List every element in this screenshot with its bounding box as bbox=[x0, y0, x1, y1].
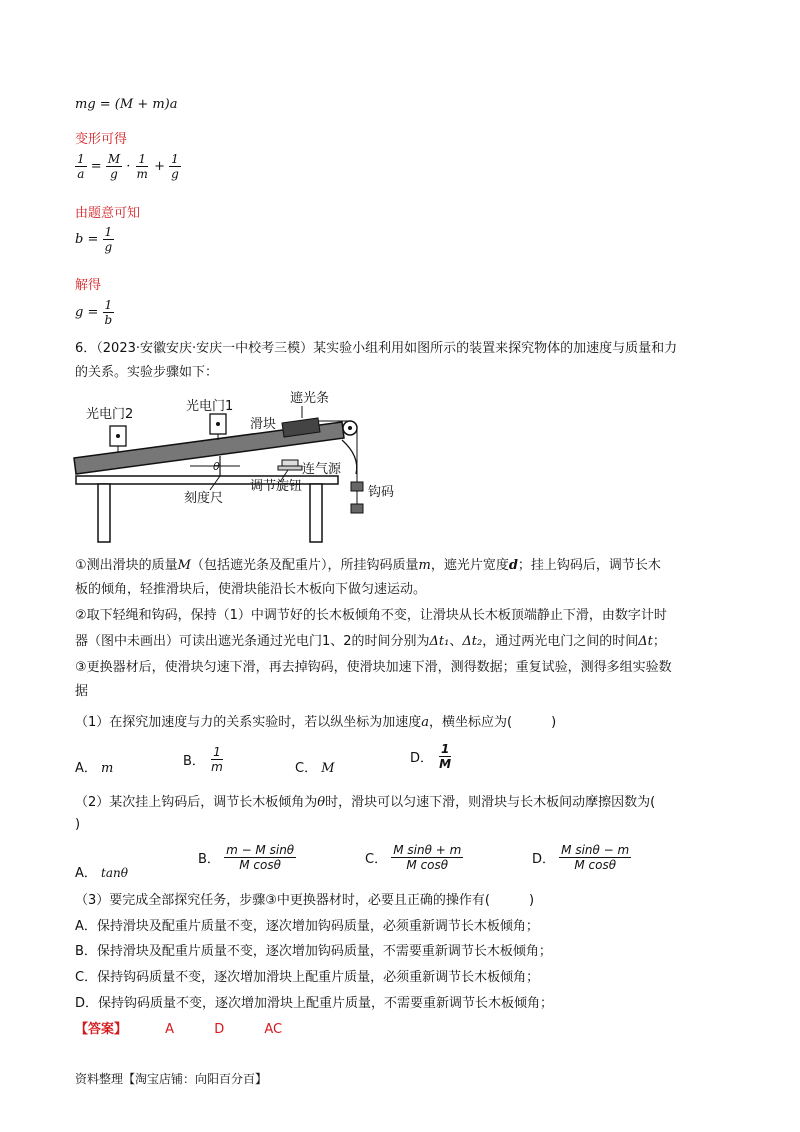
sub3-option-d[interactable]: D．保持钩码质量不变，逐次增加滑块上配重片质量，不需要重新调节长木板倾角； bbox=[75, 996, 554, 1011]
sub2-question-end: ) bbox=[75, 817, 81, 832]
table-leg-left bbox=[98, 484, 110, 542]
hooked-weight-2 bbox=[351, 504, 363, 513]
scale-label: 刻度尺 bbox=[184, 491, 224, 506]
question-intro-line1: 6．（2023·安徽安庆·安庆一中校考三模）某实验小组利用如图所示的装置来探究物体的加速度与质量和力 bbox=[75, 341, 678, 356]
answer-2: D bbox=[214, 1022, 225, 1037]
table-leg-right bbox=[310, 484, 322, 542]
knob-label: 调节旋钮 bbox=[250, 479, 303, 494]
answer-1: A bbox=[165, 1022, 175, 1037]
sub2-question: （2）某次挂上钩码后，调节长木板倾角为θ时，滑块可以匀速下滑，则滑块与长木板间动摩擦因数为( bbox=[75, 795, 656, 810]
weight-label: 钩码 bbox=[368, 485, 395, 500]
equation-b: b = $\frac{1}{g}$ bbox=[75, 225, 113, 254]
step1-line2: 板的倾角，轻推滑块后，使滑块能沿长木板向下做匀速运动。 bbox=[75, 582, 427, 597]
gate1-label: 光电门1 bbox=[186, 399, 234, 414]
slider-label: 滑块 bbox=[250, 417, 277, 432]
knob-shape bbox=[282, 460, 298, 466]
air-source-label: 连气源 bbox=[302, 462, 342, 477]
sub3-option-b[interactable]: B．保持滑块及配重片质量不变，逐次增加钩码质量，不需要重新调节长木板倾角； bbox=[75, 944, 552, 959]
equation-newton: mg = (M + m)a bbox=[75, 97, 178, 112]
step-solve-label: 解得 bbox=[75, 278, 102, 293]
angle-label: θ bbox=[213, 460, 220, 473]
gate2-label: 光电门2 bbox=[86, 407, 134, 422]
apparatus-figure bbox=[70, 386, 410, 546]
step1-line1: ①测出滑块的质量M（包括遮光条及配重片），所挂钩码质量m，遮光片宽度d；挂上钩码后，调节长木 bbox=[75, 558, 661, 573]
sub2-option-d[interactable]: D． $\frac{\text{M sinθ − m}}{\text{M cosθ}}$ bbox=[532, 843, 630, 872]
answer-line bbox=[75, 1019, 282, 1041]
answer-3: AC bbox=[264, 1022, 283, 1037]
sub2-option-b[interactable]: B． $\frac{\text{m − M sinθ}}{\text{M cosθ}}$ bbox=[198, 843, 295, 872]
sub1-option-b[interactable]: B． $\frac{1}{m}$ bbox=[183, 745, 223, 774]
equation-g: g = $\frac{1}{b}$ bbox=[75, 298, 113, 327]
step3-line2: 据 bbox=[75, 684, 89, 699]
hooked-weight-1 bbox=[351, 482, 363, 491]
step2-line1: ②取下轻绳和钩码，保持（1）中调节好的长木板倾角不变，让滑块从长木板顶端静止下滑，由数字计时 bbox=[75, 608, 667, 623]
shade-strip-label: 遮光条 bbox=[290, 391, 330, 406]
step2-line2: 器（图中未画出）可读出遮光条通过光电门1、2的时间分别为Δt₁、Δt₂，通过两光电门之间的时间Δt； bbox=[75, 634, 666, 649]
equation-reciprocal: $\frac{1}{a}$ = $\frac{M}{g}$ · $\frac{1}{m}$ + $\frac{1}{g}$ bbox=[77, 152, 179, 181]
sub1-question: （1）在探究加速度与力的关系实验时，若以纵坐标为加速度a，横坐标应为( ) bbox=[75, 715, 557, 730]
step-transform-label: 变形可得 bbox=[75, 132, 128, 147]
sub3-option-a[interactable]: A．保持滑块及配重片质量不变，逐次增加钩码质量，必须重新调节长木板倾角； bbox=[75, 919, 539, 934]
sub2-option-a[interactable]: A． tanθ bbox=[75, 866, 128, 881]
step3-line1: ③更换器材后，使滑块匀速下滑，再去掉钩码，使滑块加速下滑，测得数据；重复试验，测得多组实验数 bbox=[75, 660, 672, 675]
sub1-option-a[interactable]: A． m bbox=[75, 761, 114, 776]
step-known-label: 由题意可知 bbox=[75, 206, 141, 221]
sub1-option-d[interactable]: D． $\frac{1}{M}$ bbox=[410, 742, 452, 771]
sub1-option-c[interactable]: C． M bbox=[295, 761, 335, 776]
question-intro-line2: 的关系。实验步骤如下： bbox=[75, 365, 219, 380]
answer-label: 【答案】 bbox=[75, 1022, 128, 1037]
footer-source: 资料整理【淘宝店铺：向阳百分百】 bbox=[75, 1072, 268, 1086]
sub2-option-c[interactable]: C． $\frac{\text{M sinθ + m}}{\text{M cosθ}}$ bbox=[365, 843, 462, 872]
sub3-option-c[interactable]: C．保持钩码质量不变，逐次增加滑块上配重片质量，必须重新调节长木板倾角； bbox=[75, 970, 540, 985]
sub3-question: （3）要完成全部探究任务，步骤③中更换器材时，必要且正确的操作有( ) bbox=[75, 893, 535, 908]
